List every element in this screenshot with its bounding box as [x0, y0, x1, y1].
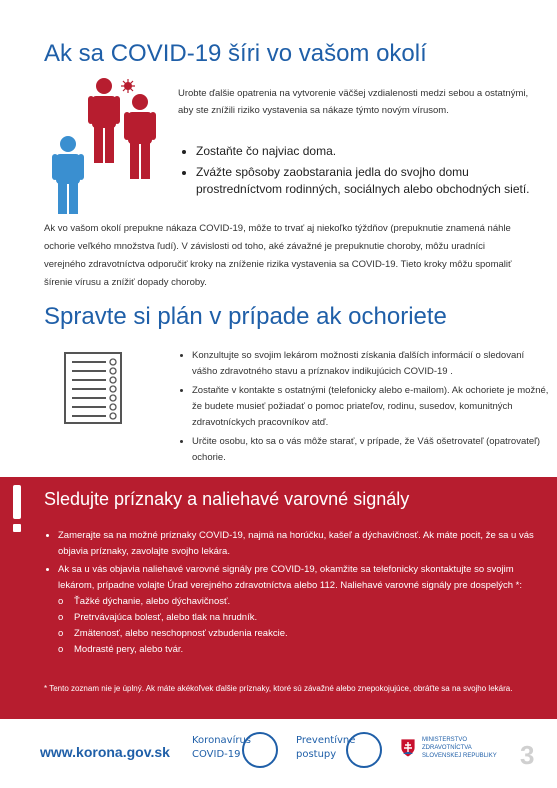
coat-of-arms-icon: [400, 738, 416, 758]
logo-line: Preventívne: [296, 735, 356, 746]
list-item: • Zostaňte čo najviac doma.: [196, 143, 556, 160]
ministry-name: MINISTERSTVO ZDRAVOTNÍCTVA SLOVENSKEJ REPUBLIKY: [422, 737, 497, 759]
emergency-signals-list: [58, 594, 538, 658]
section1-intro: Urobte ďalšie opatrenia na vytvorenie väčšej vzdialenosti medzi sebou a ostatnými, aby ste znížili riziko vystavenia sa nákaze týmto novým vírusom.: [178, 88, 529, 116]
signal-item: o Zmätenosť, alebo neschopnosť vzbudenia reakcie.: [58, 626, 538, 642]
footnote: * Tento zoznam nie je úplný. Ak máte akékoľvek ďalšie príznaky, ktoré sú závažné alebo znepokojujúce, obráťte sa na svojho lekára.: [44, 684, 513, 693]
checklist-icon: [64, 352, 122, 424]
warning-list: [44, 528, 538, 660]
section1-bullet-list: [178, 143, 556, 202]
section2-bullet-list: [178, 348, 552, 469]
apple-icon: [346, 732, 382, 768]
page-number: 3: [520, 740, 535, 770]
signal-item: o Modrasté pery, alebo tvár.: [58, 642, 538, 658]
exclamation-icon: [12, 485, 22, 533]
website-link[interactable]: www.korona.gov.sk: [40, 744, 170, 760]
virus-icon: [242, 732, 278, 768]
list-item-text: Ak sa u vás objavia naliehavé varovné signály pre COVID-19, okamžite sa telefonicky skontaktujte so svojim lekárom, prípadne volajte Úrad verejného zdravotníctva alebo 112. Naliehavé varovné signály pre dospelých *:: [58, 564, 523, 591]
signal-item: o Ťažké dýchanie, alebo dýchavičnosť.: [58, 594, 538, 610]
warning-title: Sledujte príznaky a naliehavé varovné signály: [44, 489, 410, 509]
logo-line: COVID-19: [192, 749, 241, 760]
section2-title: Spravte si plán v prípade ak ochoriete: [44, 303, 447, 330]
logo-line: postupy: [296, 749, 337, 760]
list-item: • Zostaňte v kontakte s ostatnými (telefonicky alebo e-mailom). Ak ochoriete je možné, že budete musieť požiadať o pomoc priateľov, rodinu, susedov, komunitných zdravotníckych pracovníkov atď.: [192, 383, 552, 431]
list-item: • Zamerajte sa na možné príznaky COVID-19, najmä na horúčku, kašeľ a dýchavičnosť. Ak máte pocit, že sa u vás objavia príznaky, zavolajte svojho lekára.: [58, 528, 538, 560]
warning-panel: [0, 477, 557, 719]
list-item: • Určite osobu, kto sa o vás môže starať, v prípade, že Váš ošetrovateľ (opatrovateľ) ochorie.: [192, 434, 552, 466]
prevention-logo: [296, 732, 388, 772]
section1-title: Ak sa COVID-19 šíri vo vašom okolí: [44, 40, 427, 67]
koronavirus-logo: [192, 732, 284, 772]
list-item: [58, 562, 538, 658]
ministry-logo: [400, 736, 520, 772]
list-item: • Zvážte spôsoby zaobstarania jedla do svojho domu prostredníctvom rodinných, sociálnych alebo obchodných sietí.: [196, 164, 556, 198]
logo-line: Koronavírus: [192, 735, 252, 746]
signal-item: o Pretrvávajúca bolesť, alebo tlak na hrudník.: [58, 610, 538, 626]
section1-paragraph: Ak vo vašom okolí prepukne nákaza COVID-19, môže to trvať aj niekoľko týždňov (prepuknutie znamená náhle ochorie veľkého množstva ľudí). V závislosti od toho, aké závažné je prepuknutie choroby, môžu uradníci verejného zdravotníctva odporučiť kroky na zníženie rizika vystavenia sa COVID-19. Tieto kroky môžu spomaliť šírenie vírusu a znížiť dopady choroby.: [44, 223, 512, 288]
people-icon: [52, 72, 172, 214]
list-item: • Konzultujte so svojim lekárom možnosti získania ďalších informácií o sledovaní vášho zdravotného stavu a príznakov indikujúcich COVID-19 .: [192, 348, 552, 380]
